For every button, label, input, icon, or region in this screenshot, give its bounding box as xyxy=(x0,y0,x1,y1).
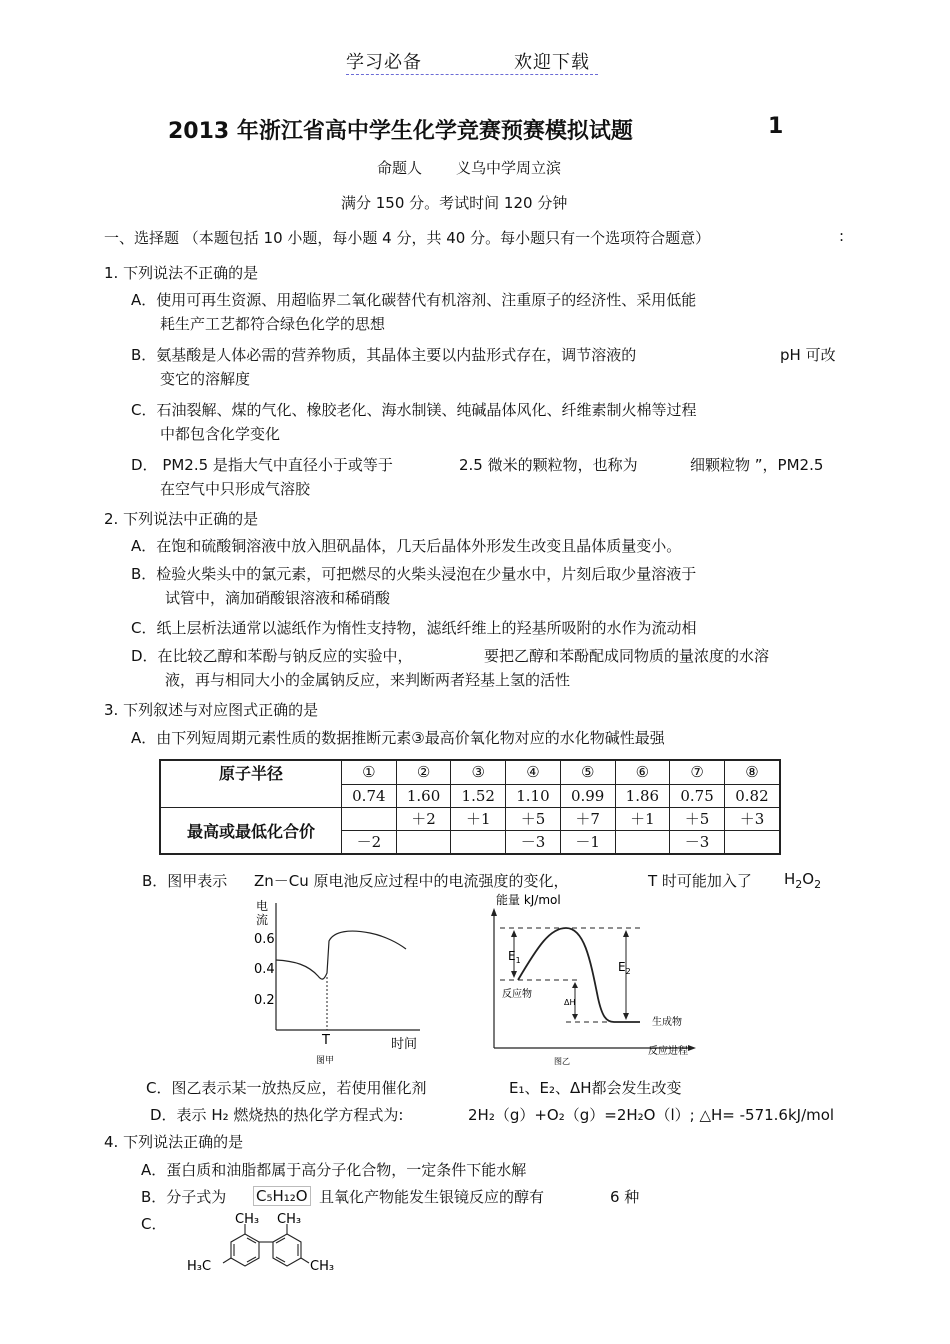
table-cell: －1 xyxy=(560,830,615,854)
table-col-header: ② xyxy=(396,760,451,784)
q3-option-c-b: E₁、E₂、ΔH都会发生改变 xyxy=(509,1079,682,1097)
q2-option-c: C．纸上层析法通常以滤纸作为惰性支持物，滤纸纤维上的羟基所吸附的水作为流动相 xyxy=(131,619,697,637)
methyl-label-b: CH₃ xyxy=(277,1212,302,1227)
fig2-ylabel: 能量 kJ/mol xyxy=(496,893,561,907)
q1-option-d-b: 2.5 微米的颗粒物，也称为 xyxy=(459,456,638,474)
q3-option-c: C．图乙表示某一放热反应，若使用催化剂 xyxy=(146,1079,427,1097)
q3-option-a: A．由下列短周期元素性质的数据推断元素③最高价氧化物对应的水化物碱性最强 xyxy=(131,729,665,747)
q3-option-b: B．图甲表示 xyxy=(142,872,228,890)
title-number: 1 xyxy=(768,114,784,139)
table-cell xyxy=(615,830,670,854)
q1-option-d: D． PM2.5 是指大气中直径小于或等于 xyxy=(131,456,393,474)
q2-option-d-b: 要把乙醇和苯酚配成同物质的量浓度的水溶 xyxy=(484,647,770,665)
table-cell xyxy=(342,807,397,830)
methyl-label-d: CH₃ xyxy=(310,1259,335,1274)
header-right: 欢迎下载 xyxy=(514,52,590,73)
fig2-e1-label: $E_1$ xyxy=(508,949,521,965)
structure-biphenyl xyxy=(185,1212,355,1282)
table-cell: 1.52 xyxy=(451,784,506,807)
table-cell: 0.99 xyxy=(560,784,615,807)
table-cell: －3 xyxy=(670,830,725,854)
table-cell: 1.10 xyxy=(506,784,561,807)
fig2-product-label: 生成物 xyxy=(652,1017,682,1028)
fig2-xlabel: 反应进程 xyxy=(648,1046,688,1057)
fig1-xlabel: 时间 xyxy=(391,1037,418,1052)
q2-option-a: A．在饱和硫酸铜溶液中放入胆矾晶体，几天后晶体外形发生改变且晶体质量变小。 xyxy=(131,537,682,555)
author-label: 命题人 xyxy=(377,159,423,177)
fig1-tick-06: 0.6 xyxy=(254,932,275,947)
q4-option-c: C． xyxy=(141,1215,167,1233)
q1-option-a: A．使用可再生资源、用超临界二氧化碳替代有机溶剂、注重原子的经济性、采用低能 xyxy=(131,291,697,309)
table-cell: 0.74 xyxy=(342,784,397,807)
q1-stem: 1. 下列说法不正确的是 xyxy=(104,264,259,282)
table-col-header: ⑥ xyxy=(615,760,670,784)
table-cell xyxy=(396,830,451,854)
h2o2-h: H xyxy=(784,870,796,888)
table-cell: ＋7 xyxy=(560,807,615,830)
methyl-label-a: CH₃ xyxy=(235,1212,260,1227)
q2-option-b-cont: 试管中，滴加硝酸银溶液和稀硝酸 xyxy=(165,589,391,607)
q1-option-c: C．石油裂解、煤的气化、橡胶老化、海水制镁、纯碱晶体风化、纤维素制火棉等过程 xyxy=(131,401,697,419)
q3-option-b-c: T 时可能加入了 xyxy=(648,872,752,890)
fig2-x-arrow xyxy=(688,1045,696,1051)
fig1-curve xyxy=(276,931,406,979)
fig1-ylabel-2: 流 xyxy=(256,913,269,927)
fig2-e1-head-up xyxy=(511,930,517,937)
fig2-e2-label: $E_2$ xyxy=(618,960,631,976)
q4-option-b-d: 6 种 xyxy=(610,1188,640,1206)
q1-option-c-cont: 中都包含化学变化 xyxy=(160,425,281,443)
table-label-valence: 最高或最低化合价 xyxy=(160,807,342,854)
h2o2-sub2: 2 xyxy=(814,878,822,891)
q4-option-b-c: 且氧化产物能发生银镜反应的醇有 xyxy=(319,1188,545,1206)
q4-formula: C₅H₁₂O xyxy=(253,1186,311,1206)
ring-right xyxy=(273,1234,301,1266)
table-cell: －2 xyxy=(342,830,397,854)
q1-option-b: B．氨基酸是人体必需的营养物质，其晶体主要以内盐形式存在，调节溶液的 xyxy=(131,346,637,364)
table-cell: 1.60 xyxy=(396,784,451,807)
q3-option-d-eq: 2H₂（g）+O₂（g）=2H₂O（l）; △H= -571.6kJ/mol xyxy=(468,1106,835,1124)
q4-stem: 4. 下列说法正确的是 xyxy=(104,1133,244,1151)
table-cell: ＋3 xyxy=(724,807,780,830)
methyl-label-c: H₃C xyxy=(187,1259,212,1274)
table-col-header: ⑦ xyxy=(670,760,725,784)
header-left: 学习必备 xyxy=(346,52,422,73)
figure-energy-profile xyxy=(480,888,705,1070)
table-cell: －3 xyxy=(506,830,561,854)
page-header xyxy=(346,48,598,75)
table-row xyxy=(160,784,780,807)
ring-left xyxy=(231,1234,259,1266)
table-cell xyxy=(451,830,506,854)
methyl-bond-c xyxy=(223,1258,231,1263)
q3-option-b-b: Zn－Cu 原电池反应过程中的电流强度的变化， xyxy=(254,872,569,890)
fig2-caption: 图乙 xyxy=(554,1057,570,1066)
table-cell: ＋5 xyxy=(506,807,561,830)
table-cell: ＋1 xyxy=(451,807,506,830)
q1-option-d-cont: 在空气中只形成气溶胶 xyxy=(160,480,311,498)
section-heading: 一、选择题 （本题包括 10 小题，每小题 4 分，共 40 分。每小题只有一个选项符合题意） xyxy=(104,229,711,247)
table-cell: ＋5 xyxy=(670,807,725,830)
fig2-e2-head-down xyxy=(623,1013,629,1020)
fig2-dh-head-down xyxy=(572,1014,578,1020)
fig1-tick-02: 0.2 xyxy=(254,993,275,1008)
q1-option-b-cont: 变它的溶解度 xyxy=(160,370,251,388)
table-label-spacer xyxy=(160,784,342,807)
q2-option-d: D．在比较乙醇和苯酚与钠反应的实验中， xyxy=(131,647,413,665)
element-property-table xyxy=(159,759,781,855)
fig2-dh-label: ΔH xyxy=(564,998,576,1007)
table-row xyxy=(160,807,780,830)
table-cell: 1.86 xyxy=(615,784,670,807)
table-cell: ＋1 xyxy=(615,807,670,830)
fig1-ylabel-1: 电 xyxy=(256,899,269,913)
h2o2-sub1: 2 xyxy=(795,878,803,891)
table-col-header: ⑤ xyxy=(560,760,615,784)
fig1-caption: 图甲 xyxy=(316,1056,335,1066)
fig2-e1-head-down xyxy=(511,971,517,978)
table-cell: ＋2 xyxy=(396,807,451,830)
q2-option-d-cont: 液，再与相同大小的金属钠反应，来判断两者羟基上氢的活性 xyxy=(165,671,571,689)
figure-current-time xyxy=(250,893,430,1068)
fig2-dh-head-up xyxy=(572,982,578,988)
h2o2-o: O xyxy=(802,870,815,888)
fig2-e2-head-up xyxy=(623,930,629,937)
q4-option-a: A．蛋白质和油脂都属于高分子化合物，一定条件下能水解 xyxy=(141,1161,527,1179)
q1-option-a-cont: 耗生产工艺都符合绿色化学的思想 xyxy=(160,315,386,333)
table-cell xyxy=(724,830,780,854)
table-cell: 0.75 xyxy=(670,784,725,807)
q1-option-d-c: 细颗粒物 ”，PM2.5 xyxy=(690,456,824,474)
table-row xyxy=(160,760,780,784)
q1-option-b-ph: pH 可改 xyxy=(780,346,836,364)
fig1-tick-04: 0.4 xyxy=(254,962,275,977)
fig1-t-label: T xyxy=(322,1033,330,1048)
q3-stem: 3. 下列叙述与对应图式正确的是 xyxy=(104,701,319,719)
q4-option-b: B．分子式为 xyxy=(141,1188,227,1206)
fig2-reactant-label: 反应物 xyxy=(502,989,532,1000)
table-label-radius: 原子半径 xyxy=(160,760,342,784)
table-col-header: ⑧ xyxy=(724,760,780,784)
fig2-y-arrow xyxy=(491,908,497,916)
table-col-header: ③ xyxy=(451,760,506,784)
q2-stem: 2. 下列说法中正确的是 xyxy=(104,510,259,528)
author-name: 义乌中学周立滨 xyxy=(456,159,562,177)
table-col-header: ① xyxy=(342,760,397,784)
exam-info: 满分 150 分。考试时间 120 分钟 xyxy=(341,194,568,212)
q3-option-d: D．表示 H₂ 燃烧热的热化学方程式为: xyxy=(150,1106,404,1124)
methyl-bond-d xyxy=(301,1258,309,1263)
q2-option-b: B．检验火柴头中的氯元素，可把燃尽的火柴头浸泡在少量水中，片刻后取少量溶液于 xyxy=(131,565,697,583)
table-col-header: ④ xyxy=(506,760,561,784)
section-colon: : xyxy=(839,227,845,245)
table-cell: 0.82 xyxy=(724,784,780,807)
fig2-curve xyxy=(518,928,640,1022)
page-title: 2013 年浙江省高中学生化学竞赛预赛模拟试题 xyxy=(168,119,633,144)
q3-option-b-h2o2 xyxy=(784,870,821,891)
